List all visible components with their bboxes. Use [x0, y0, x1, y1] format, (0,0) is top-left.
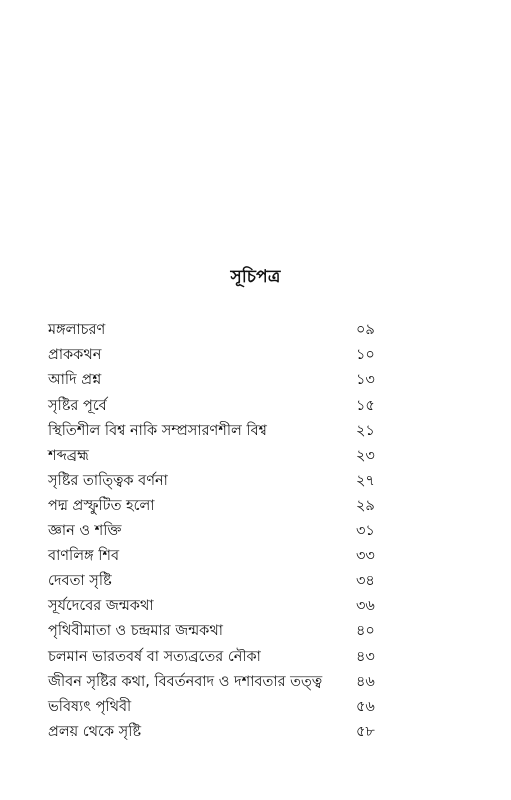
toc-entry-page: ৩১ [356, 523, 375, 540]
toc-entry-page: ২১ [356, 422, 375, 439]
toc-entry-title: মঙ্গলাচরণ [48, 322, 106, 339]
toc-entry [48, 519, 388, 544]
toc-entry [48, 494, 388, 519]
toc-entry-page: ১৩ [356, 372, 375, 389]
toc-entry-page: ২৯ [356, 497, 375, 514]
toc-entry [48, 393, 388, 418]
toc-entry-title: পৃথিবীমাতা ও চন্দ্রমার জন্মকথা [48, 623, 223, 640]
page-title: সূচিপত্র [230, 267, 281, 287]
toc-entry-page: ২৭ [356, 472, 375, 489]
toc-entry [48, 594, 388, 619]
toc-entry-title: চলমান ভারতবর্ষ বা সত্যব্রতের নৌকা [48, 648, 261, 665]
toc-entry-title: জীবন সৃষ্টির কথা, বিবর্তনবাদ ও দশাবতার তত্ত্ব [48, 673, 323, 690]
toc-entry-title: শব্দব্রহ্ম [48, 447, 89, 464]
toc-entry-page: ১৫ [356, 397, 375, 414]
toc-entry-page: ৫৬ [356, 698, 375, 715]
toc-entry-page: ০৯ [356, 322, 375, 339]
toc-entry [48, 644, 388, 669]
toc-entry-title: প্রলয় থেকে সৃষ্টি [48, 723, 142, 740]
toc-entry [48, 619, 388, 644]
toc-entry [48, 368, 388, 393]
toc-entry [48, 469, 388, 494]
toc-entry [48, 669, 388, 694]
toc-entry-title: আদি প্রশ্ন [48, 372, 102, 389]
toc-entry-page: ৪৩ [356, 648, 375, 665]
toc-entry-title: প্রাককথন [48, 347, 102, 364]
toc-entry-title: জ্ঞান ও শক্তি [48, 523, 122, 540]
toc-entry-title: সৃষ্টির পূর্বে [48, 397, 107, 414]
toc-entry-page: ৩৩ [356, 548, 375, 565]
toc-entry [48, 694, 388, 719]
toc-entry-title: সূর্যদেবের জন্মকথা [48, 598, 154, 615]
table-of-contents [48, 318, 388, 745]
toc-entry-page: ৩৬ [356, 598, 375, 615]
toc-entry-title: সৃষ্টির তাত্ত্বিক বর্ণনা [48, 472, 168, 489]
toc-entry-title: দেবতা সৃষ্টি [48, 573, 112, 590]
toc-entry-title: বাণলিঙ্গ শিব [48, 548, 120, 565]
toc-entry [48, 343, 388, 368]
toc-entry-title: ভবিষ্যৎ পৃথিবী [48, 698, 132, 715]
toc-entry-title: স্থিতিশীল বিশ্ব নাকি সম্প্রসারণশীল বিশ্ব [48, 422, 267, 439]
toc-entry-page: ২৩ [356, 447, 375, 464]
toc-entry-page: ৪০ [356, 623, 375, 640]
toc-entry-page: ৩৪ [356, 573, 375, 590]
toc-entry [48, 544, 388, 569]
toc-entry-page: ১০ [356, 347, 375, 364]
toc-entry [48, 443, 388, 468]
toc-entry [48, 318, 388, 343]
toc-entry-title: পদ্ম প্রস্ফুটিত হলো [48, 497, 155, 514]
toc-entry [48, 418, 388, 443]
toc-entry [48, 569, 388, 594]
toc-entry-page: ৪৬ [356, 673, 375, 690]
toc-entry [48, 720, 388, 745]
toc-entry-page: ৫৮ [356, 723, 375, 740]
